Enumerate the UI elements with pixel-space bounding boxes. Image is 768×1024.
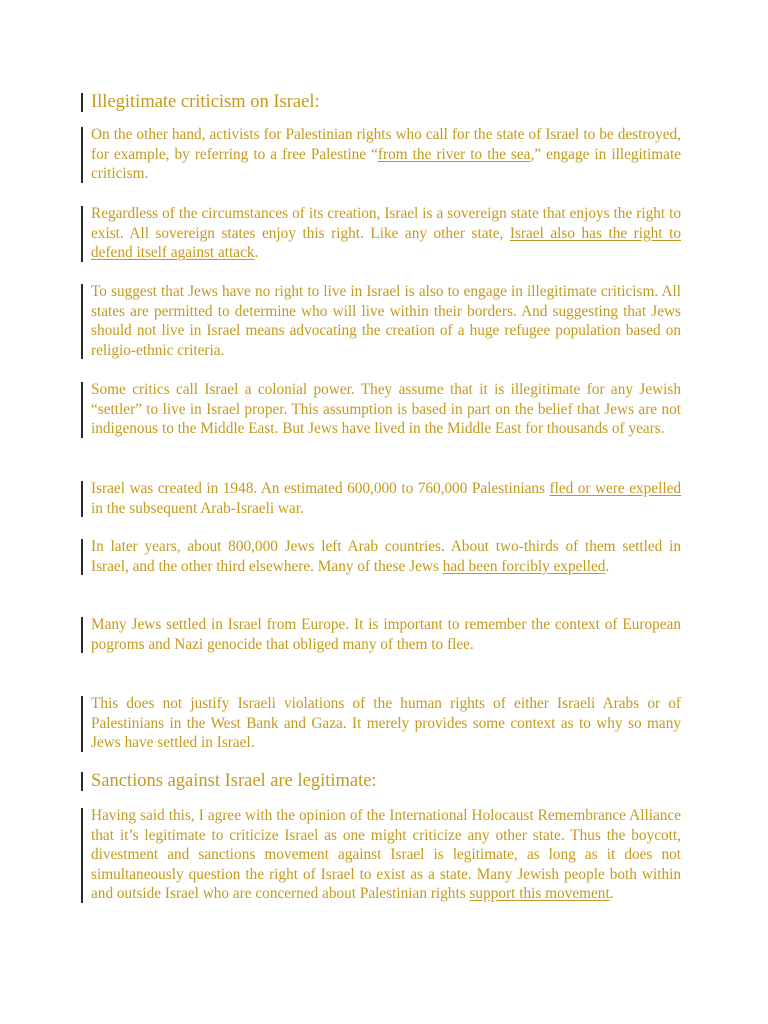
link-from-the-river-to-the-sea[interactable]: from the river to the sea — [377, 145, 531, 163]
paragraph-text: On the other hand, activists for Palestinian rights who call for the state of Israel to be destroyed, for example, by referring to a free Palestine “ — [91, 126, 681, 163]
paragraph-human-rights-context: This does not justify Israeli violations of the human rights of either Israeli Arabs or of Palestinians in the West Bank and Gaza. It merely provides some context as to why so many Jews have settled in Israel. — [81, 694, 681, 753]
paragraph-text: Israel was created in 1948. An estimated 600,000 to 760,000 Palestinians — [91, 480, 550, 497]
paragraph-text: in the subsequent Arab-Israeli war. — [91, 499, 304, 517]
paragraph-text: Regardless of the circumstances of its creation, Israel is a sovereign state that enjoys the right to exist. All sovereign states enjoy this right. Like any other state, — [91, 205, 681, 242]
paragraph-text: . — [609, 885, 614, 903]
link-support-this-movement[interactable]: support this movement — [469, 885, 610, 903]
paragraph-jews-from-europe: Many Jews settled in Israel from Europe. It is important to remember the context of European pogroms and Nazi genocide that obliged many of them to flee. — [81, 615, 681, 654]
paragraph-free-palestine — [81, 125, 681, 184]
paragraph-sovereign-state — [81, 204, 681, 263]
paragraph-right-to-live: To suggest that Jews have no right to live in Israel is also to engage in illegitimate criticism. All states are permitted to determine who will live within their borders. And suggesting that Jews should not live in Israel means advocating the creation of a huge refugee population based on religio-ethnic criteria. — [81, 282, 681, 360]
paragraph-text: ,” engage in illegitimate criticism. — [91, 145, 682, 183]
paragraph-text: . — [254, 244, 259, 262]
link-right-to-defend[interactable]: Israel also has the right to defend itself against attack — [91, 224, 681, 262]
paragraph-israel-created-1948 — [81, 479, 681, 518]
paragraph-text: Having said this, I agree with the opinion of the International Holocaust Remembrance Alliance that it’s legitimate to criticize Israel as one might criticize any other state. Thus the boycott, divestment and sanctions movement against Israel is legitimate, as long as it does not simultaneously question the right of Israel to exist as a state. Many Jewish people both within and outside Israel who are concerned about Palestinian rights — [91, 807, 681, 903]
paragraph-jews-left-arab-countries — [81, 537, 681, 576]
link-forcibly-expelled[interactable]: had been forcibly expelled — [442, 557, 606, 575]
section-heading-sanctions-legitimate: Sanctions against Israel are legitimate: — [81, 769, 691, 793]
link-fled-or-were-expelled[interactable]: fled or were expelled — [549, 480, 682, 497]
paragraph-text: . — [605, 557, 610, 575]
paragraph-text: In later years, about 800,000 Jews left Arab countries. About two-thirds of them settled in Israel, and the other third elsewhere. Many of these Jews — [91, 538, 681, 575]
paragraph-colonial-power: Some critics call Israel a colonial power. They assume that it is illegitimate for any Jewish “settler” to live in Israel proper. This assumption is based in part on the belief that Jews are not indigenous to the Middle East. But Jews have lived in the Middle East for thousands of years. — [81, 380, 681, 439]
section-heading-illegitimate-criticism: Illegitimate criticism on Israel: — [81, 90, 691, 114]
paragraph-bds-movement — [81, 806, 681, 904]
